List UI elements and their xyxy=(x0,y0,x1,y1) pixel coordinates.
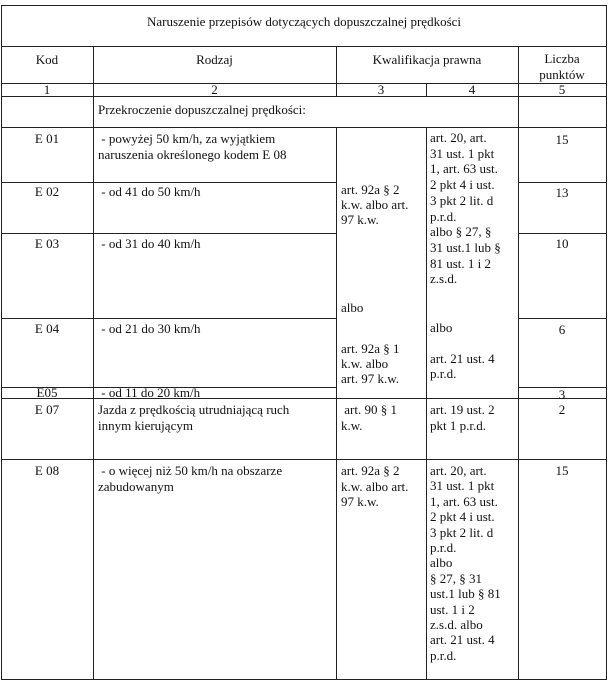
kwalifikacja-col3-group-b: art. 92a § 1 k.w. albo art. 97 k.w. xyxy=(341,341,400,386)
header-liczba-punktow: Liczba punktów xyxy=(539,51,585,82)
row-rodzaj: - od 31 do 40 km/h xyxy=(98,236,201,251)
row-punkty: 6 xyxy=(558,322,566,337)
col-number-1: 1 xyxy=(43,82,51,97)
row-kwalifikacja-3: art. 90 § 1 k.w. xyxy=(341,402,397,433)
row-kod: E 08 xyxy=(34,463,60,478)
row-punkty: 15 xyxy=(555,463,569,478)
row-punkty: 2 xyxy=(558,402,566,417)
row-rodzaj: - od 11 do 20 km/h xyxy=(98,385,201,400)
row-kod: E 04 xyxy=(34,321,60,336)
row-rodzaj: - powyżej 50 km/h, za wyjątkiem naruszenia określonego kodem E 08 xyxy=(98,131,287,162)
row-kod: E 07 xyxy=(34,402,60,417)
row-rodzaj: - od 21 do 30 km/h xyxy=(98,321,201,336)
row-punkty: 10 xyxy=(555,236,569,251)
table-title: Naruszenie przepisów dotyczących dopuszczalnej prędkości xyxy=(146,14,462,29)
kwalifikacja-col3-albo: albo xyxy=(341,300,364,315)
row-kod: E05 xyxy=(36,385,58,400)
col-number-5: 5 xyxy=(558,82,566,97)
row-kod: E 01 xyxy=(34,131,60,146)
row-kwalifikacja-3: art. 92a § 2 k.w. albo art. 97 k.w. xyxy=(341,463,409,509)
row-kod: E 03 xyxy=(34,236,60,251)
kwalifikacja-col3-group-a: art. 92a § 2 k.w. albo art. 97 k.w. xyxy=(341,182,409,227)
header-kwalifikacja: Kwalifikacja prawna xyxy=(372,52,482,67)
col-number-2: 2 xyxy=(211,82,218,97)
row-kwalifikacja-4: art. 20, art. 31 ust. 1 pkt 1, art. 63 ust. 2 pkt 4 i ust. 3 pkt 2 lit. d p.r.d. albo § 27, § 31 ust.1 lub § 81 ust. 1 i 2 z.s.d. albo art. 21 ust. 4 p.r.d. xyxy=(430,463,501,663)
row-kwalifikacja-4: art. 19 ust. 2 pkt 1 p.r.d. xyxy=(430,402,495,433)
row-punkty: 3 xyxy=(558,387,566,402)
col-number-4: 4 xyxy=(468,82,476,97)
row-punkty: 15 xyxy=(555,132,569,147)
header-rodzaj: Rodzaj xyxy=(196,52,233,67)
row-punkty: 13 xyxy=(555,185,569,200)
row-kod: E 02 xyxy=(34,184,60,199)
section-title: Przekroczenie dopuszczalnej prędkości: xyxy=(98,102,306,117)
kwalifikacja-col4-group-b: art. 21 ust. 4 p.r.d. xyxy=(430,351,495,381)
col-number-3: 3 xyxy=(377,82,385,97)
kwalifikacja-col4-albo: albo xyxy=(430,320,453,335)
header-kod: Kod xyxy=(35,52,59,67)
row-rodzaj: - o więcej niż 50 km/h na obszarze zabudowanym xyxy=(98,463,283,494)
kwalifikacja-col4-group-a: art. 20, art. 31 ust. 1 pkt 1, art. 63 ust. 2 pkt 4 i ust. 3 pkt 2 lit. d p.r.d. albo § 27, § 31 ust.1 lub § 81 ust. 1 i 2 z.s.d. xyxy=(430,130,501,287)
row-rodzaj: Jazda z prędkością utrudniającą ruch innym kierującym xyxy=(98,402,290,433)
row-rodzaj: - od 41 do 50 km/h xyxy=(98,184,201,199)
